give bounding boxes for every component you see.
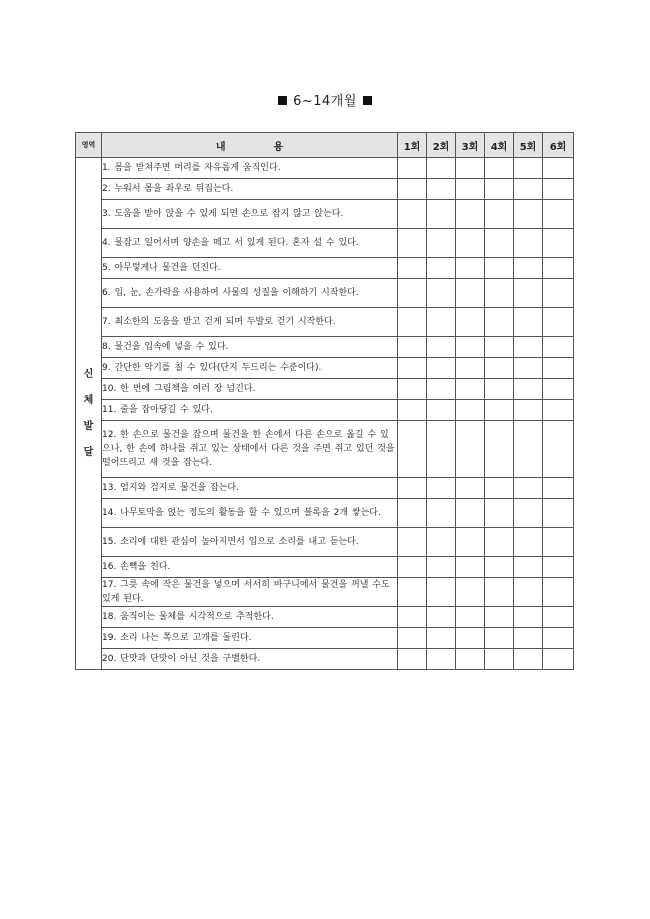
check-cell-session-1[interactable] [398, 358, 427, 379]
table-row [76, 337, 574, 358]
check-cell-session-4[interactable] [485, 499, 514, 528]
check-cell-session-3[interactable] [456, 279, 485, 308]
item-text: 5. 아무렇게나 물건을 던진다. [102, 258, 398, 279]
check-cell-session-6[interactable] [543, 258, 574, 279]
check-cell-session-5[interactable] [514, 478, 543, 499]
check-cell-session-4[interactable] [485, 158, 514, 179]
check-cell-session-1[interactable] [398, 607, 427, 628]
check-cell-session-1[interactable] [398, 279, 427, 308]
check-cell-session-1[interactable] [398, 499, 427, 528]
table-row [76, 179, 574, 200]
check-cell-session-3[interactable] [456, 578, 485, 607]
header-session-4: 4회 [485, 133, 514, 158]
page-title [0, 90, 650, 109]
item-text: 8. 물건을 입속에 넣을 수 있다. [102, 337, 398, 358]
check-cell-session-5[interactable] [514, 358, 543, 379]
table-row [76, 200, 574, 229]
check-cell-session-4[interactable] [485, 337, 514, 358]
check-cell-session-1[interactable] [398, 379, 427, 400]
check-cell-session-2[interactable] [427, 308, 456, 337]
item-text: 11. 줄을 잡아당길 수 있다. [102, 400, 398, 421]
check-cell-session-3[interactable] [456, 308, 485, 337]
check-cell-session-4[interactable] [485, 557, 514, 578]
check-cell-session-2[interactable] [427, 421, 456, 478]
check-cell-session-6[interactable] [543, 200, 574, 229]
check-cell-session-6[interactable] [543, 158, 574, 179]
check-cell-session-1[interactable] [398, 528, 427, 557]
item-text: 2. 누워서 몸을 좌우로 뒤집는다. [102, 179, 398, 200]
check-cell-session-6[interactable] [543, 229, 574, 258]
area-label-char: 신 [83, 368, 94, 380]
check-cell-session-2[interactable] [427, 337, 456, 358]
item-text: 6. 입, 눈, 손가락을 사용하여 사물의 성질을 이해하기 시작한다. [102, 279, 398, 308]
table-row [76, 628, 574, 649]
table-row [76, 308, 574, 337]
check-cell-session-2[interactable] [427, 499, 456, 528]
check-cell-session-2[interactable] [427, 628, 456, 649]
check-cell-session-6[interactable] [543, 421, 574, 478]
item-text: 20. 단맛과 단맛이 아닌 것을 구별한다. [102, 649, 398, 670]
check-cell-session-3[interactable] [456, 557, 485, 578]
check-cell-session-3[interactable] [456, 421, 485, 478]
check-cell-session-1[interactable] [398, 649, 427, 670]
item-text: 15. 소리에 대한 관심이 높아지면서 입으로 소리를 내고 듣는다. [102, 528, 398, 557]
table-row [76, 258, 574, 279]
check-cell-session-4[interactable] [485, 358, 514, 379]
table-row [76, 499, 574, 528]
check-cell-session-5[interactable] [514, 499, 543, 528]
table-row [76, 279, 574, 308]
check-cell-session-5[interactable] [514, 607, 543, 628]
check-cell-session-6[interactable] [543, 499, 574, 528]
check-cell-session-1[interactable] [398, 229, 427, 258]
check-cell-session-5[interactable] [514, 179, 543, 200]
check-cell-session-1[interactable] [398, 337, 427, 358]
check-cell-session-3[interactable] [456, 649, 485, 670]
check-cell-session-3[interactable] [456, 358, 485, 379]
check-cell-session-3[interactable] [456, 478, 485, 499]
item-text: 10. 한 번에 그림책을 여러 장 넘긴다. [102, 379, 398, 400]
table-row [76, 607, 574, 628]
check-cell-session-5[interactable] [514, 308, 543, 337]
area-label [76, 158, 102, 670]
table-row [76, 478, 574, 499]
item-text: 1. 몸을 받쳐주면 머리를 자유롭게 움직인다. [102, 158, 398, 179]
check-cell-session-6[interactable] [543, 478, 574, 499]
item-text: 17. 그릇 속에 작은 물건을 넣으며 서서히 바구니에서 물건을 꺼낼 수도 있게 된다. [102, 578, 398, 607]
table-row [76, 358, 574, 379]
check-cell-session-6[interactable] [543, 400, 574, 421]
check-cell-session-1[interactable] [398, 200, 427, 229]
item-text: 7. 최소한의 도움을 받고 걷게 되며 두발로 걷기 시작한다. [102, 308, 398, 337]
check-cell-session-5[interactable] [514, 421, 543, 478]
check-cell-session-2[interactable] [427, 229, 456, 258]
table-row [76, 229, 574, 258]
table-row [76, 557, 574, 578]
check-cell-session-4[interactable] [485, 421, 514, 478]
header-session-2: 2회 [427, 133, 456, 158]
header-session-1: 1회 [398, 133, 427, 158]
check-cell-session-1[interactable] [398, 400, 427, 421]
check-cell-session-1[interactable] [398, 421, 427, 478]
check-cell-session-4[interactable] [485, 400, 514, 421]
check-cell-session-6[interactable] [543, 358, 574, 379]
check-cell-session-5[interactable] [514, 528, 543, 557]
check-cell-session-6[interactable] [543, 578, 574, 607]
check-cell-session-2[interactable] [427, 528, 456, 557]
check-cell-session-2[interactable] [427, 607, 456, 628]
item-text: 9. 간단한 악기를 칠 수 있다(단지 두드리는 수준이다). [102, 358, 398, 379]
item-text: 19. 소리 나는 쪽으로 고개를 돌린다. [102, 628, 398, 649]
check-cell-session-5[interactable] [514, 400, 543, 421]
item-text: 16. 손뼉을 친다. [102, 557, 398, 578]
check-cell-session-3[interactable] [456, 379, 485, 400]
check-cell-session-2[interactable] [427, 158, 456, 179]
check-cell-session-6[interactable] [543, 337, 574, 358]
check-cell-session-5[interactable] [514, 578, 543, 607]
check-cell-session-4[interactable] [485, 258, 514, 279]
check-cell-session-6[interactable] [543, 528, 574, 557]
check-cell-session-5[interactable] [514, 200, 543, 229]
check-cell-session-5[interactable] [514, 279, 543, 308]
check-cell-session-2[interactable] [427, 379, 456, 400]
header-session-3: 3회 [456, 133, 485, 158]
table-row [76, 379, 574, 400]
check-cell-session-1[interactable] [398, 578, 427, 607]
check-cell-session-3[interactable] [456, 200, 485, 229]
check-cell-session-6[interactable] [543, 628, 574, 649]
item-text: 14. 나무토막을 얹는 정도의 활동을 할 수 있으며 블록을 2개 쌓는다. [102, 499, 398, 528]
check-cell-session-1[interactable] [398, 308, 427, 337]
check-cell-session-1[interactable] [398, 258, 427, 279]
item-text: 13. 엄지와 검지로 물건을 잡는다. [102, 478, 398, 499]
check-cell-session-1[interactable] [398, 158, 427, 179]
check-cell-session-2[interactable] [427, 557, 456, 578]
check-cell-session-6[interactable] [543, 308, 574, 337]
item-text: 4. 물잡고 일어서며 양손을 떼고 서 있게 된다. 혼자 설 수 있다. [102, 229, 398, 258]
table-row [76, 649, 574, 670]
check-cell-session-4[interactable] [485, 229, 514, 258]
check-cell-session-2[interactable] [427, 179, 456, 200]
table-row [76, 528, 574, 557]
check-cell-session-6[interactable] [543, 607, 574, 628]
check-cell-session-6[interactable] [543, 649, 574, 670]
check-cell-session-6[interactable] [543, 279, 574, 308]
check-cell-session-5[interactable] [514, 649, 543, 670]
check-cell-session-3[interactable] [456, 337, 485, 358]
check-cell-session-3[interactable] [456, 499, 485, 528]
header-content: 내용 [102, 133, 398, 158]
check-cell-session-5[interactable] [514, 628, 543, 649]
table-row [76, 400, 574, 421]
item-text: 12. 한 손으로 물건을 잡으며 물건을 한 손에서 다른 손으로 옮길 수 있으나, 한 손에 하나를 쥐고 있는 상태에서 다른 것을 주면 쥐고 있던 것을 떨어뜨리고 새 것을 잡는다. [102, 421, 398, 478]
check-cell-session-5[interactable] [514, 258, 543, 279]
check-cell-session-3[interactable] [456, 229, 485, 258]
check-cell-session-4[interactable] [485, 279, 514, 308]
check-cell-session-1[interactable] [398, 179, 427, 200]
check-cell-session-4[interactable] [485, 607, 514, 628]
area-label-char: 달 [83, 446, 94, 458]
check-cell-session-3[interactable] [456, 628, 485, 649]
check-cell-session-4[interactable] [485, 649, 514, 670]
check-cell-session-2[interactable] [427, 478, 456, 499]
check-cell-session-6[interactable] [543, 179, 574, 200]
check-cell-session-2[interactable] [427, 358, 456, 379]
check-cell-session-3[interactable] [456, 258, 485, 279]
check-cell-session-4[interactable] [485, 578, 514, 607]
check-cell-session-2[interactable] [427, 578, 456, 607]
check-cell-session-3[interactable] [456, 158, 485, 179]
check-cell-session-6[interactable] [543, 557, 574, 578]
check-cell-session-1[interactable] [398, 557, 427, 578]
check-cell-session-1[interactable] [398, 628, 427, 649]
table-row [76, 421, 574, 478]
header-row [76, 133, 574, 158]
check-cell-session-2[interactable] [427, 649, 456, 670]
check-cell-session-4[interactable] [485, 179, 514, 200]
check-cell-session-4[interactable] [485, 379, 514, 400]
check-cell-session-5[interactable] [514, 229, 543, 258]
check-cell-session-3[interactable] [456, 528, 485, 557]
check-cell-session-2[interactable] [427, 200, 456, 229]
table-row [76, 158, 574, 179]
check-cell-session-4[interactable] [485, 200, 514, 229]
check-cell-session-1[interactable] [398, 478, 427, 499]
check-cell-session-4[interactable] [485, 308, 514, 337]
header-session-6: 6회 [543, 133, 574, 158]
header-area: 영역 [76, 133, 102, 158]
item-text: 3. 도움을 받아 앉을 수 있게 되면 손으로 잡지 않고 앉는다. [102, 200, 398, 229]
check-cell-session-5[interactable] [514, 379, 543, 400]
table-row [76, 578, 574, 607]
area-label-char: 체 [83, 394, 94, 406]
check-cell-session-5[interactable] [514, 337, 543, 358]
page-title-text: 6~14개월 [293, 94, 357, 109]
development-checklist-table [75, 132, 574, 670]
check-cell-session-4[interactable] [485, 478, 514, 499]
check-cell-session-6[interactable] [543, 379, 574, 400]
square-bullet-icon [363, 96, 372, 105]
check-cell-session-2[interactable] [427, 400, 456, 421]
check-cell-session-4[interactable] [485, 628, 514, 649]
header-session-5: 5회 [514, 133, 543, 158]
check-cell-session-3[interactable] [456, 400, 485, 421]
check-cell-session-3[interactable] [456, 607, 485, 628]
area-label-char: 발 [83, 420, 94, 432]
check-cell-session-2[interactable] [427, 258, 456, 279]
item-text: 18. 움직이는 물체를 시각적으로 추적한다. [102, 607, 398, 628]
check-cell-session-5[interactable] [514, 557, 543, 578]
square-bullet-icon [278, 96, 287, 105]
check-cell-session-5[interactable] [514, 158, 543, 179]
check-cell-session-3[interactable] [456, 179, 485, 200]
check-cell-session-2[interactable] [427, 279, 456, 308]
check-cell-session-4[interactable] [485, 528, 514, 557]
